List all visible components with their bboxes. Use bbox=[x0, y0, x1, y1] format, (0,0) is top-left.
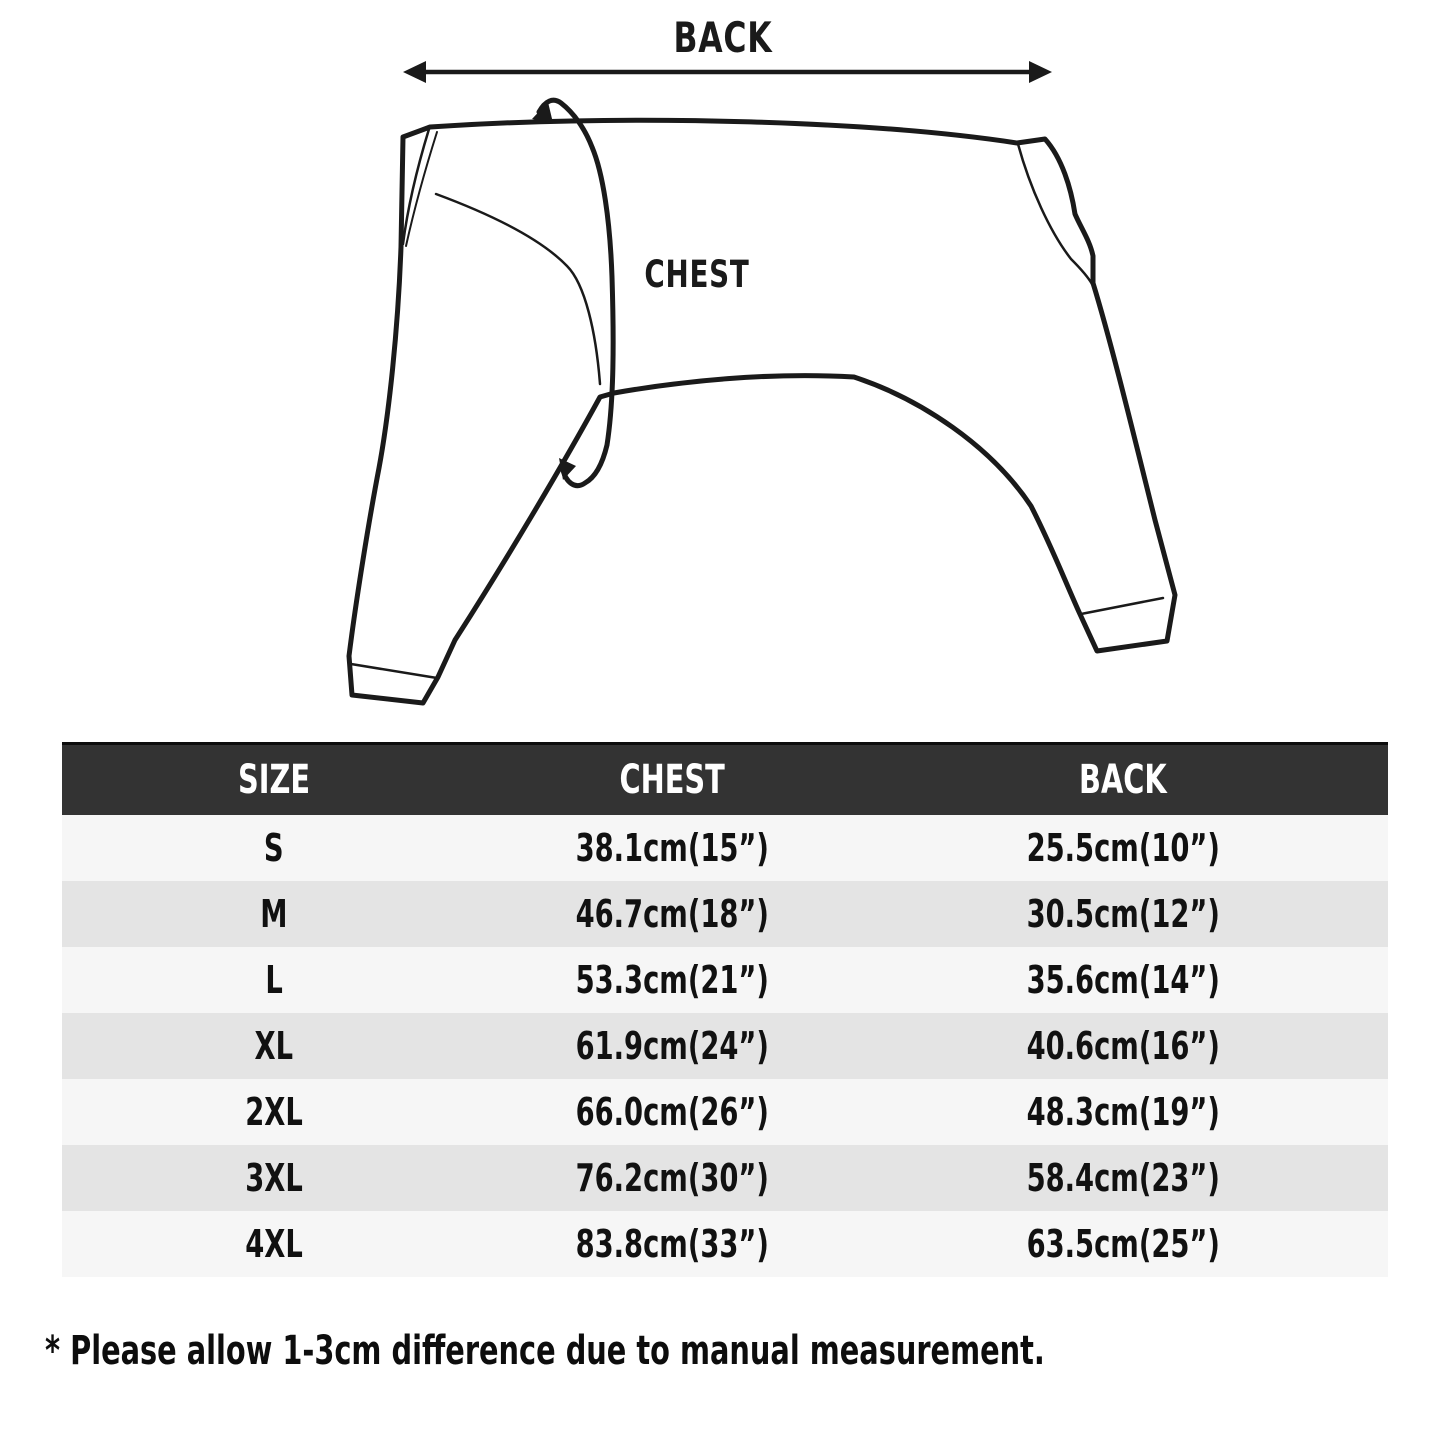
cell-size: S bbox=[264, 826, 285, 870]
cell-back: 30.5cm(12”) bbox=[1026, 892, 1220, 936]
header-size: SIZE bbox=[238, 757, 311, 803]
back-dimension-arrow bbox=[403, 61, 1052, 83]
size-table-body bbox=[62, 815, 1388, 1277]
cell-chest: 53.3cm(21”) bbox=[575, 958, 769, 1002]
cell-chest: 46.7cm(18”) bbox=[575, 892, 769, 936]
cell-back: 58.4cm(23”) bbox=[1026, 1156, 1220, 1200]
cell-size: L bbox=[265, 958, 283, 1002]
table-row bbox=[62, 1079, 1388, 1145]
table-row bbox=[62, 1211, 1388, 1277]
cell-chest: 83.8cm(33”) bbox=[575, 1222, 769, 1266]
header-back: BACK bbox=[1078, 757, 1167, 803]
cell-chest: 38.1cm(15”) bbox=[575, 826, 769, 870]
garment-outline bbox=[349, 120, 1175, 703]
cell-size: XL bbox=[254, 1024, 294, 1068]
cell-back: 25.5cm(10”) bbox=[1026, 826, 1220, 870]
cell-size: 2XL bbox=[245, 1090, 303, 1134]
cell-back: 35.6cm(14”) bbox=[1026, 958, 1220, 1002]
cell-back: 48.3cm(19”) bbox=[1026, 1090, 1220, 1134]
table-row bbox=[62, 881, 1388, 947]
size-table bbox=[62, 742, 1388, 1277]
cell-back: 63.5cm(25”) bbox=[1026, 1222, 1220, 1266]
cell-size: M bbox=[260, 892, 288, 936]
back-dimension-label bbox=[674, 14, 773, 63]
cell-chest: 76.2cm(30”) bbox=[575, 1156, 769, 1200]
chest-dimension-label bbox=[644, 253, 749, 296]
table-row bbox=[62, 947, 1388, 1013]
svg-text:BACK: BACK bbox=[673, 13, 773, 63]
cell-size: 3XL bbox=[245, 1156, 303, 1200]
cell-chest: 66.0cm(26”) bbox=[575, 1090, 769, 1134]
cell-back: 40.6cm(16”) bbox=[1026, 1024, 1220, 1068]
header-chest: CHEST bbox=[619, 757, 725, 803]
table-row bbox=[62, 1145, 1388, 1211]
cell-size: 4XL bbox=[245, 1222, 303, 1266]
svg-text:CHEST: CHEST bbox=[644, 253, 750, 297]
table-row bbox=[62, 815, 1388, 881]
measurement-disclaimer: * Please allow 1-3cm difference due to manual measurement. bbox=[45, 1328, 1045, 1374]
table-row bbox=[62, 1013, 1388, 1079]
cell-chest: 61.9cm(24”) bbox=[575, 1024, 769, 1068]
size-table-header-row bbox=[62, 742, 1388, 815]
